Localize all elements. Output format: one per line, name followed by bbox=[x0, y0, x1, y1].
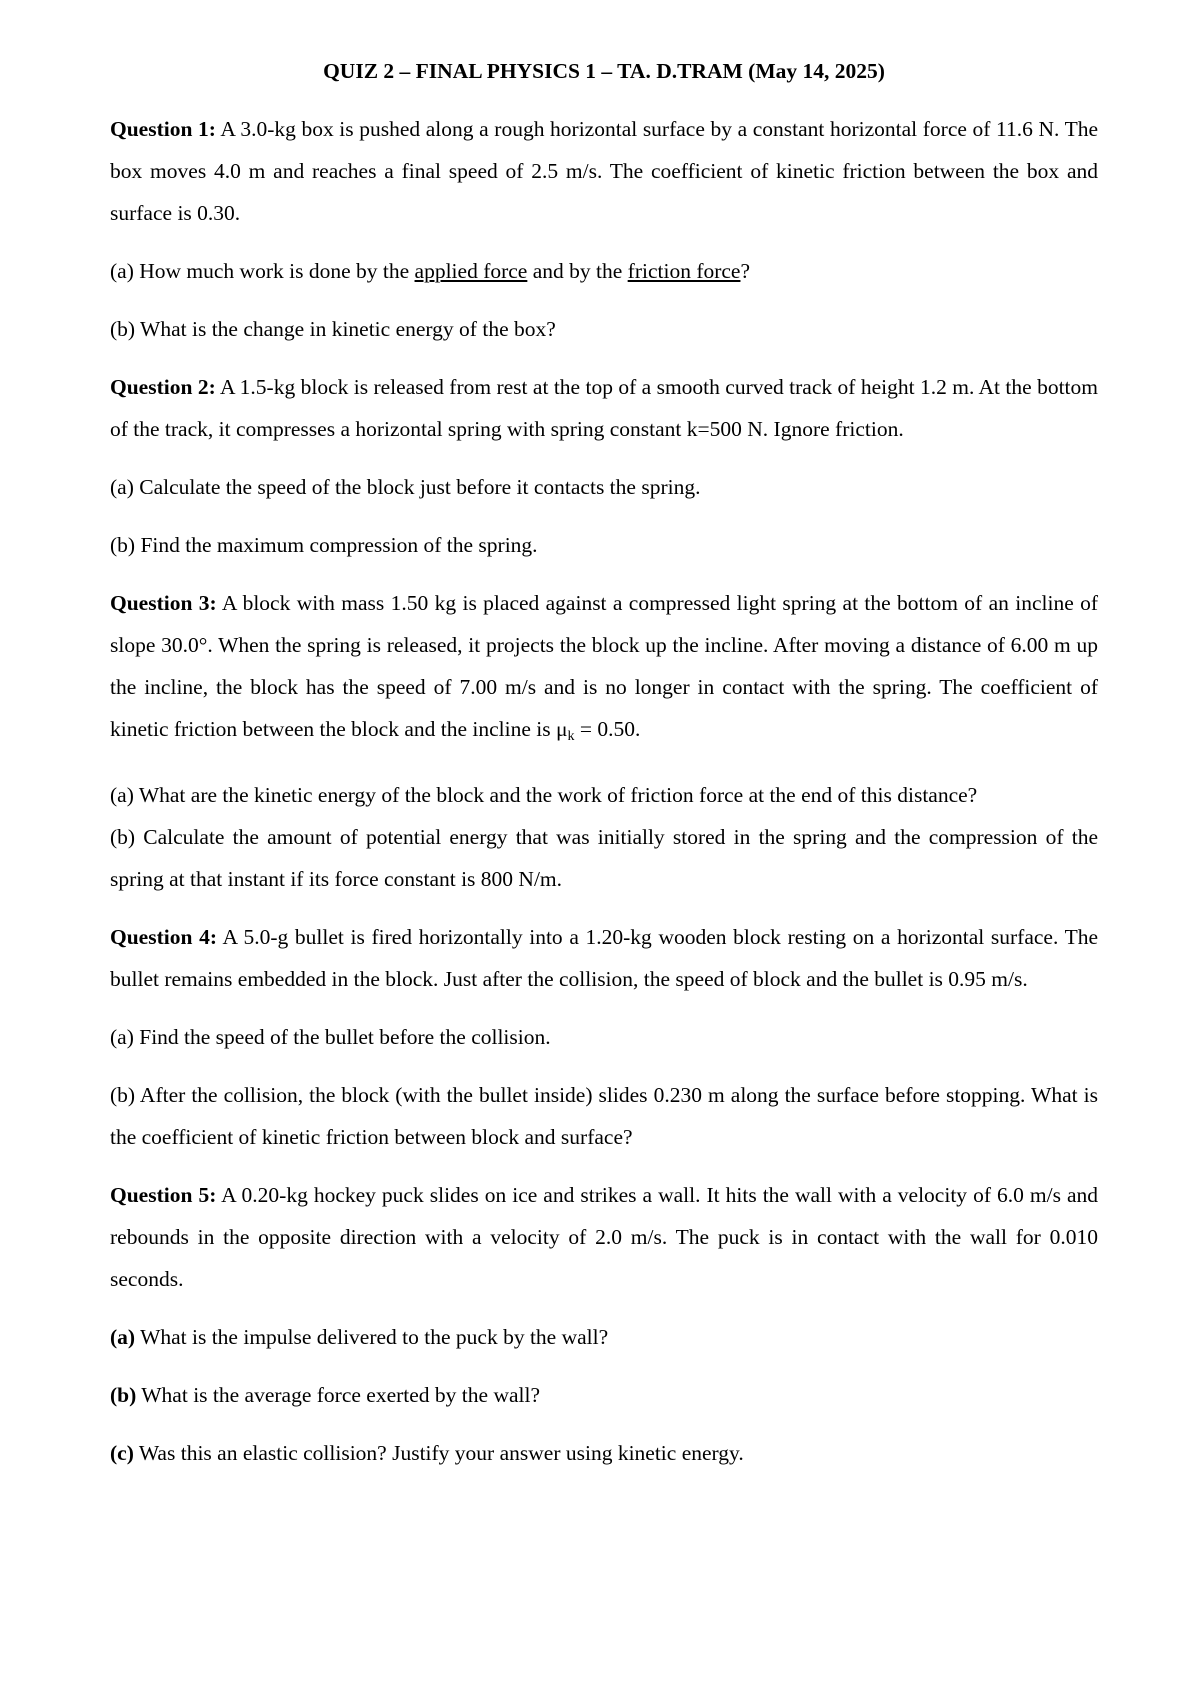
question-2-part-a: (a) Calculate the speed of the block just before it contacts the spring. bbox=[110, 475, 701, 499]
question-1-part-b: (b) What is the change in kinetic energy of the box? bbox=[110, 317, 556, 341]
question-5-part-c-label: (c) bbox=[110, 1441, 134, 1465]
question-5-part-b bbox=[110, 1374, 1098, 1416]
question-5-part-b-text: What is the average force exerted by the wall? bbox=[136, 1383, 541, 1407]
document-title: QUIZ 2 – FINAL PHYSICS 1 – TA. D.TRAM (May 14, 2025) bbox=[323, 59, 885, 83]
question-4 bbox=[110, 916, 1098, 1000]
question-1-part-a-mid: and by the bbox=[527, 259, 628, 283]
question-5-part-b-label: (b) bbox=[110, 1383, 137, 1407]
question-4-part-b: (b) After the collision, the block (with the bullet inside) slides 0.230 m along the surface before stopping. What is the coefficient of kinetic friction between block and surface? bbox=[110, 1083, 1098, 1149]
question-1-part-a-post: ? bbox=[740, 259, 751, 283]
mu-subscript: k bbox=[567, 729, 575, 744]
question-5-part-a-text: What is the impulse delivered to the puck by the wall? bbox=[135, 1325, 609, 1349]
question-3-part-b: (b) Calculate the amount of potential energy that was initially stored in the spring and the compression of the spring at that instant if its force constant is 800 N/m. bbox=[110, 825, 1098, 891]
question-5-part-a bbox=[110, 1316, 1098, 1358]
question-1 bbox=[110, 108, 1098, 234]
question-4-part-a: (a) Find the speed of the bullet before the collision. bbox=[110, 1025, 551, 1049]
question-3-part-a: (a) What are the kinetic energy of the block and the work of friction force at the end of this distance? bbox=[110, 783, 978, 807]
question-5-text: A 0.20-kg hockey puck slides on ice and strikes a wall. It hits the wall with a velocity of 6.0 m/s and rebounds in the opposite direction with a velocity of 2.0 m/s. The puck is in contact with the wall for 0.010 seconds. bbox=[110, 1183, 1098, 1291]
question-4-label: Question 4: bbox=[110, 925, 217, 949]
question-2-text: A 1.5-kg block is released from rest at the top of a smooth curved track of height 1.2 m. At the bottom of the track, it compresses a horizontal spring with spring constant k=500 N. Ignore friction. bbox=[110, 375, 1098, 441]
question-5 bbox=[110, 1174, 1098, 1300]
question-5-part-c-text: Was this an elastic collision? Justify your answer using kinetic energy. bbox=[133, 1441, 744, 1465]
question-2-label: Question 2: bbox=[110, 375, 216, 399]
question-3 bbox=[110, 582, 1098, 758]
question-1-text: A 3.0-kg box is pushed along a rough horizontal surface by a constant horizontal force of 11.6 N. The box moves 4.0 m and reaches a final speed of 2.5 m/s. The coefficient of kinetic friction between the box and surface is 0.30. bbox=[110, 117, 1099, 225]
question-4-text: A 5.0-g bullet is fired horizontally into a 1.20-kg wooden block resting on a horizontal surface. The bullet remains embedded in the block. Just after the collision, the speed of block and the bullet is 0.95 m/s. bbox=[110, 925, 1099, 991]
question-2 bbox=[110, 366, 1098, 450]
question-5-label: Question 5: bbox=[110, 1183, 217, 1207]
friction-force-underlined: friction force bbox=[627, 259, 741, 283]
question-1-part-a-pre: (a) How much work is done by the bbox=[110, 259, 415, 283]
applied-force-underlined: applied force bbox=[414, 259, 528, 283]
quiz-document bbox=[110, 56, 1098, 1490]
question-3-label: Question 3: bbox=[110, 591, 217, 615]
question-3-text: A block with mass 1.50 kg is placed against a compressed light spring at the bottom of an incline of slope 30.0°. When the spring is released, it projects the block up the incline. After moving a distance of 6.00 m up the incline, the block has the speed of 7.00 m/s and is no longer in contact with the spring. The coefficient of kinetic friction between the block and the incline is μ bbox=[110, 591, 1098, 741]
question-3-text-end: = 0.50. bbox=[574, 717, 641, 741]
question-1-label: Question 1: bbox=[110, 117, 216, 141]
question-5-part-c bbox=[110, 1432, 1098, 1474]
question-1-part-a bbox=[110, 250, 1098, 292]
question-2-part-b: (b) Find the maximum compression of the spring. bbox=[110, 533, 538, 557]
question-5-part-a-label: (a) bbox=[110, 1325, 136, 1349]
